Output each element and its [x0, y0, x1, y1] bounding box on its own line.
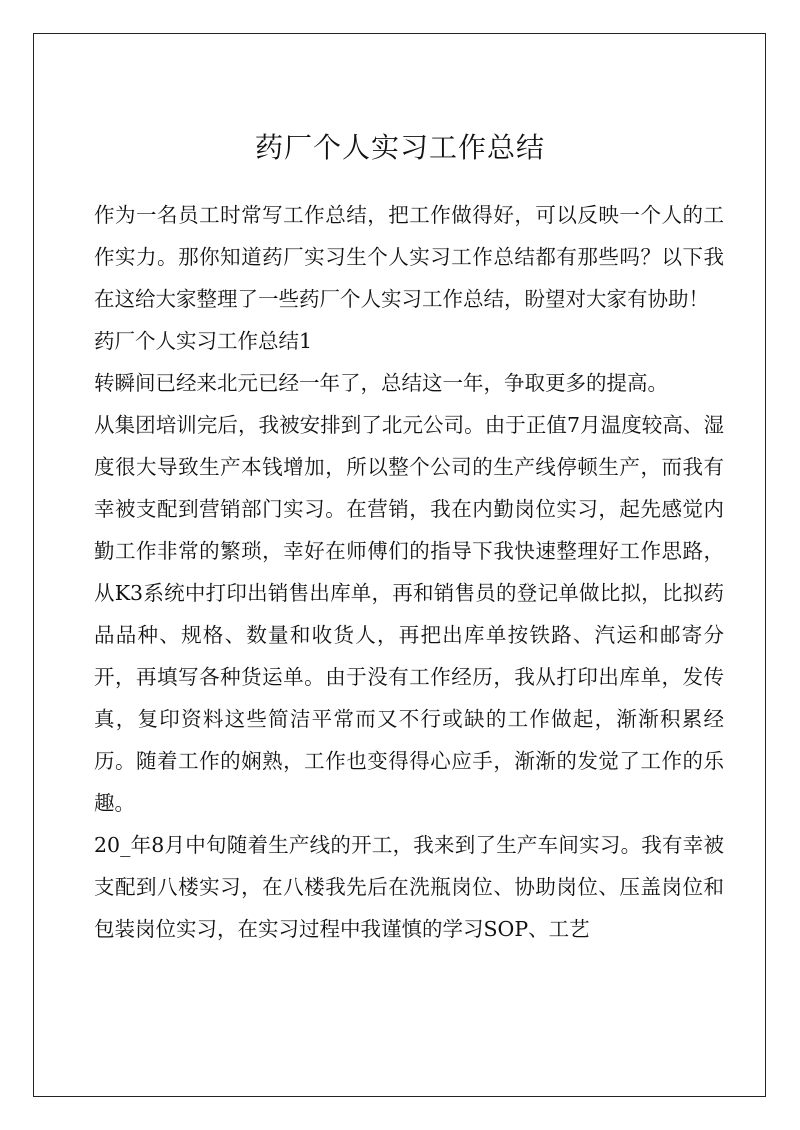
paragraph-intro: 作为一名员工时常写工作总结，把工作做得好，可以反映一个人的工作实力。那你知道药厂实习生个人实习工作总结都有那些吗？以下我在这给大家整理了一些药厂个人实习工作总结，盼望对大家有协助！ — [94, 203, 724, 311]
paragraph: 转瞬间已经来北元已经一年了，总结这一年，争取更多的提高。 — [94, 371, 668, 395]
document-body — [94, 194, 724, 950]
section-heading: 药厂个人实习工作总结1 — [94, 329, 313, 353]
paragraph: 从集团培训完后，我被安排到了北元公司。由于正值7月温度较高、湿度很大导致生产本钱增加，所以整个公司的生产线停顿生产，而我有幸被支配到营销部门实习。在营销，我在内勤岗位实习，起先感觉内勤工作非常的繁琐，幸好在师傅们的指导下我快速整理好工作思路，从K3系统中打印出销售出库单，再和销售员的登记单做比拟，比拟药品品种、规格、数量和收货人，再把出库单按铁路、汽运和邮寄分开，再填写各种货运单。由于没有工作经历，我从打印出库单，发传真，复印资料这些简洁平常而又不行或缺的工作做起，渐渐积累经历。随着工作的娴熟，工作也变得得心应手，渐渐的发觉了工作的乐趣。 — [94, 413, 724, 815]
document-title: 药厂个人实习工作总结 — [254, 131, 545, 164]
paragraph: 20_年8月中旬随着生产线的开工，我来到了生产车间实习。我有幸被支配到八楼实习，在八楼我先后在洗瓶岗位、协助岗位、压盖岗位和包装岗位实习，在实习过程中我谨慎的学习SOP、工艺 — [94, 833, 724, 941]
